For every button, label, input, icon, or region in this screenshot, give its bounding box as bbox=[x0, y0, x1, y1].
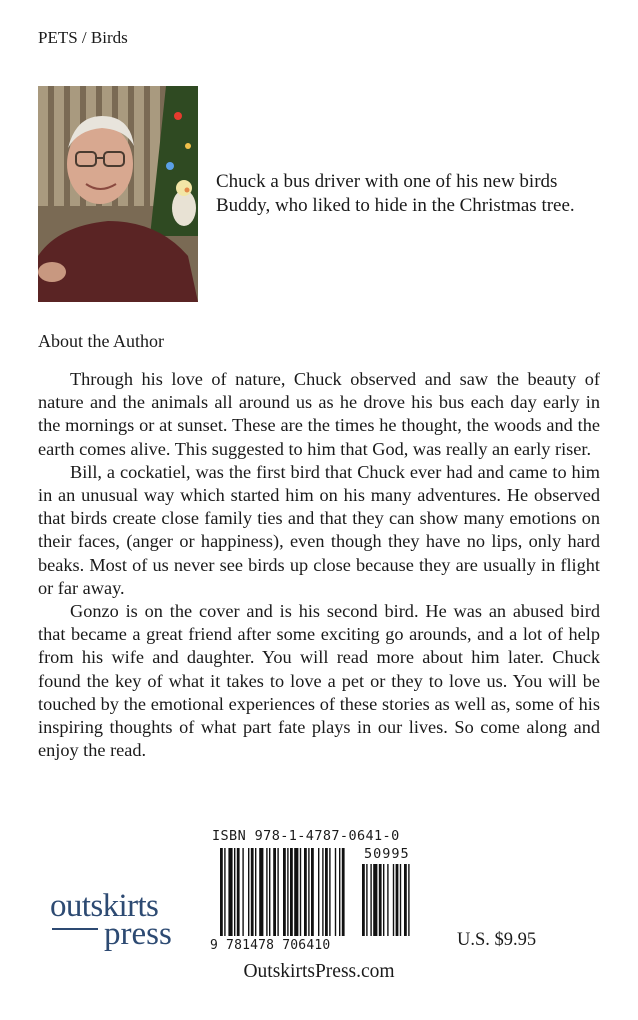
bio-paragraph: Gonzo is on the cover and is his second bird. He was an abused bird that became a great friend after some exciting go arounds, and a lot of help from his wife and daughter. You will read more about him later. Chuck found the key of what it takes to love a pet or they to love us. You will be touched by the emotional experiences of these stories as well as, some of his inspiring thoughts of what part fate plays in our lives. So come along and enjoy the read. bbox=[38, 601, 600, 761]
barcode-addon-bar bbox=[393, 864, 394, 936]
bio-paragraph: Bill, a cockatiel, was the first bird that Chuck ever had and came to him in an unusual way which started him on his many adventures. He observed that birds create close family ties and that they can show many emotions on their faces, (anger or happiness), even though they have no lips, only hard beaks. Most of us never see birds up close because they are usually in flight or far away. bbox=[38, 461, 600, 598]
barcode-bar bbox=[294, 848, 298, 936]
barcode-addon-bar bbox=[396, 864, 399, 936]
barcode-addon-bar bbox=[408, 864, 409, 936]
author-bio bbox=[38, 368, 600, 762]
barcode-addon-bar bbox=[404, 864, 407, 936]
barcode-bar bbox=[318, 848, 319, 936]
barcode-addon-bar bbox=[383, 864, 384, 936]
price-label: U.S. $9.95 bbox=[457, 930, 537, 950]
publisher-website: OutskirtsPress.com bbox=[243, 961, 395, 982]
barcode-bar bbox=[329, 848, 330, 936]
barcode-bar bbox=[237, 848, 240, 936]
photo-caption: Chuck a bus driver with one of his new birds Buddy, who liked to hide in the Christmas tree. bbox=[216, 171, 575, 216]
barcode-bar bbox=[228, 848, 232, 936]
logo-text-top: outskirts bbox=[50, 888, 159, 924]
barcode-bar bbox=[248, 848, 249, 936]
barcode-bar bbox=[342, 848, 345, 936]
barcode-addon-bar bbox=[362, 864, 365, 936]
category-label: PETS / Birds bbox=[38, 28, 128, 47]
barcode-bar bbox=[311, 848, 314, 936]
barcode-bar bbox=[300, 848, 301, 936]
barcode-bar bbox=[339, 848, 340, 936]
barcode-addon-bar bbox=[400, 864, 401, 936]
barcode-bar bbox=[255, 848, 256, 936]
isbn-label: ISBN 978-1-4787-0641-0 bbox=[212, 828, 400, 844]
barcode-addon-bar bbox=[373, 864, 377, 936]
barcode-bar bbox=[304, 848, 307, 936]
publisher-logo bbox=[50, 888, 184, 962]
author-photo-illustration bbox=[38, 86, 198, 302]
barcode-digits: 9 781478 706410 bbox=[210, 938, 331, 953]
isbn-barcode bbox=[206, 828, 440, 956]
barcode-bar bbox=[259, 848, 263, 936]
barcode-bar bbox=[277, 848, 278, 936]
barcode-addon-bar bbox=[370, 864, 371, 936]
barcode-bars bbox=[206, 828, 440, 956]
barcode-bar bbox=[290, 848, 293, 936]
logo-rule bbox=[52, 928, 98, 930]
barcode-bar bbox=[322, 848, 323, 936]
barcode-bar bbox=[234, 848, 235, 936]
author-photo bbox=[38, 86, 198, 302]
barcode-bar bbox=[224, 848, 225, 936]
barcode-bar bbox=[220, 848, 223, 936]
barcode-bar bbox=[273, 848, 276, 936]
price-code: 50995 bbox=[364, 846, 410, 862]
barcode-bar bbox=[325, 848, 328, 936]
barcode-bar bbox=[283, 848, 286, 936]
barcode-bar bbox=[269, 848, 270, 936]
logo-text-bottom: press bbox=[104, 916, 172, 952]
barcode-bar bbox=[251, 848, 254, 936]
bio-paragraph: Through his love of nature, Chuck observed and saw the beauty of nature and the animals all around us as he drove his bus each day early in the mornings or at sunset. These are the times he thought, the woods and the earth comes alive. This suggested to him that God, was really an early riser. bbox=[38, 369, 600, 459]
barcode-addon-bar bbox=[387, 864, 388, 936]
barcode-bar bbox=[308, 848, 309, 936]
barcode-addon-bar bbox=[379, 864, 382, 936]
barcode-addon-bar bbox=[366, 864, 367, 936]
barcode-bar bbox=[287, 848, 288, 936]
about-author-heading: About the Author bbox=[38, 331, 164, 351]
barcode-bar bbox=[266, 848, 267, 936]
barcode-bar bbox=[242, 848, 243, 936]
barcode-bar bbox=[335, 848, 336, 936]
